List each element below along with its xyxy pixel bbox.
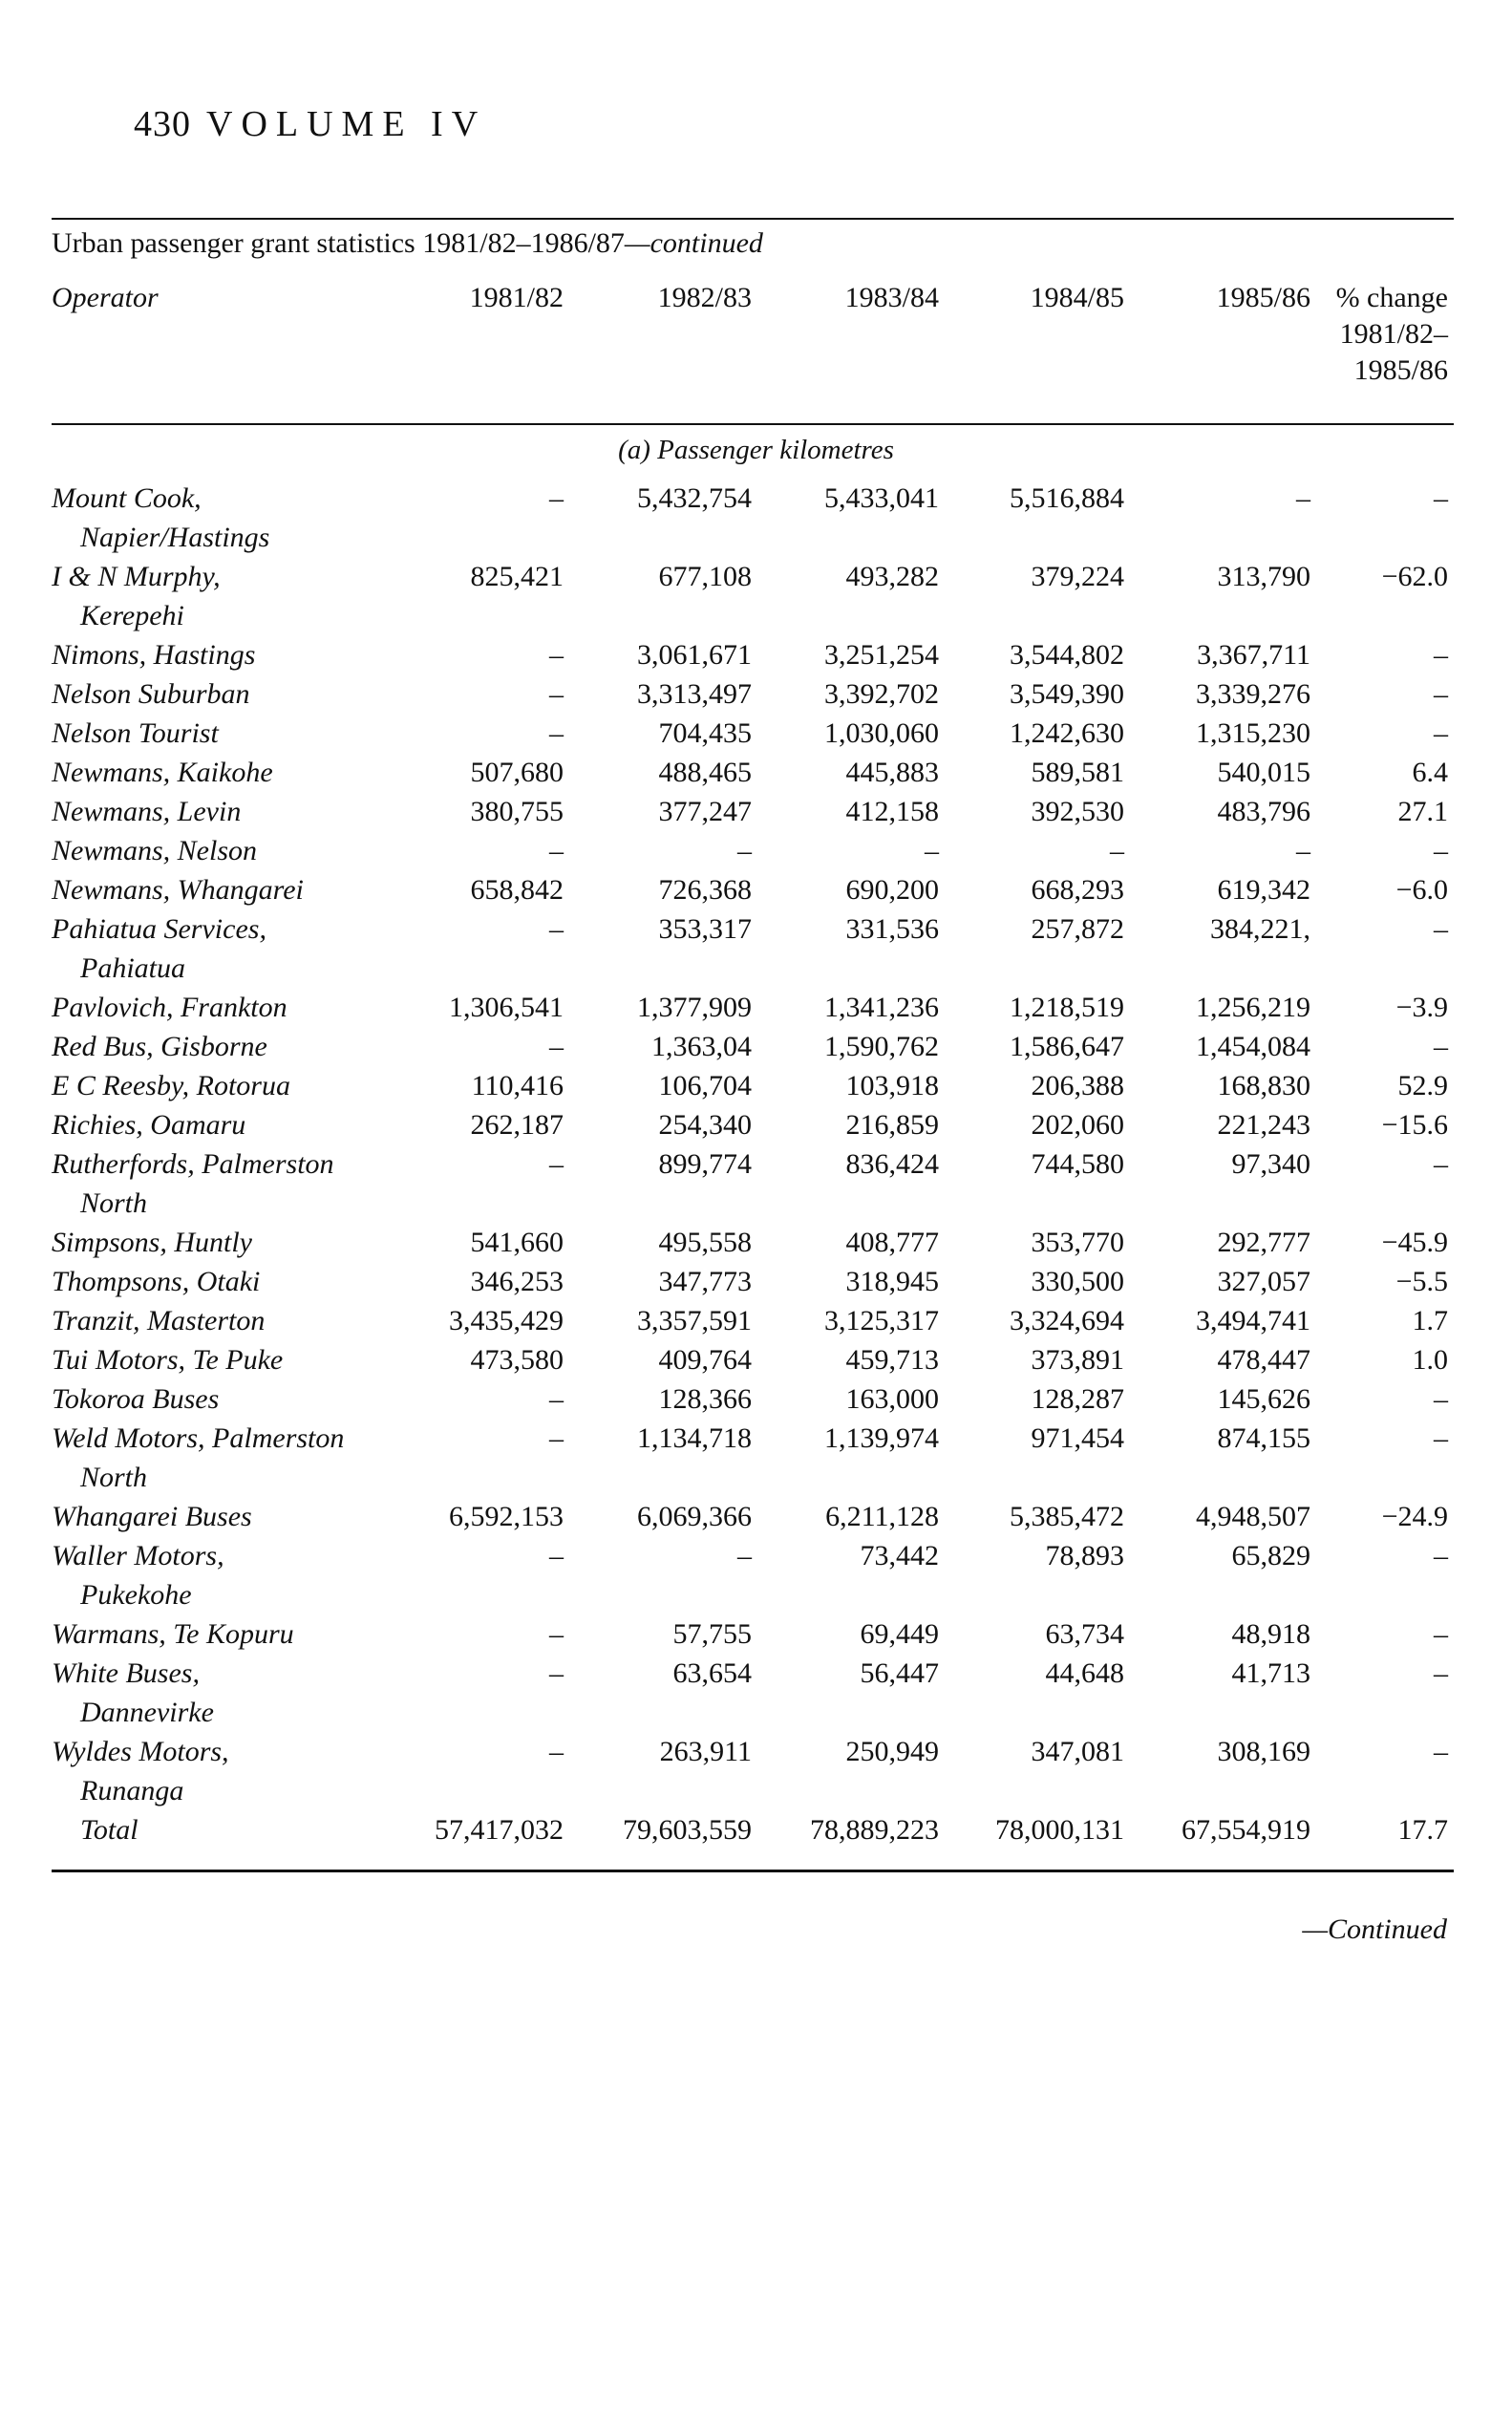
volume-label: VOLUME IV	[206, 104, 487, 144]
value-1981-82: 473,580	[470, 1344, 564, 1376]
value-percent-change: –	[1434, 678, 1448, 710]
table-row	[52, 1536, 1448, 1614]
table-row	[52, 1614, 1448, 1654]
value-1984-85: 128,287	[1031, 1383, 1124, 1415]
value-1981-82: 541,660	[470, 1227, 564, 1258]
total-percent-change: 17.7	[1397, 1814, 1448, 1846]
operator-cell	[52, 635, 373, 674]
value-1981-82: –	[549, 1422, 564, 1454]
operator-name: Tokoroa Buses	[52, 1383, 220, 1415]
value-1982-83: 3,061,671	[637, 639, 752, 671]
value-1984-85: 5,385,472	[1010, 1501, 1124, 1532]
column-header-1983-84: 1983/84	[844, 282, 939, 313]
value-1985-86: 619,342	[1217, 874, 1310, 906]
operator-cell	[52, 792, 373, 831]
operator-location: North	[80, 1462, 148, 1493]
value-1985-86: 384,221,	[1210, 913, 1310, 945]
statistics-table	[52, 479, 1448, 1849]
value-1985-86: 48,918	[1231, 1618, 1310, 1650]
table-row	[52, 1105, 1448, 1144]
value-1984-85: 744,580	[1031, 1148, 1124, 1180]
value-1981-82: –	[549, 835, 564, 866]
value-1983-84: 163,000	[845, 1383, 939, 1415]
operator-name: Richies, Oamaru	[52, 1109, 246, 1141]
table-row	[52, 831, 1448, 870]
table-row	[52, 1654, 1448, 1732]
operator-name: Weld Motors, Palmerston	[52, 1422, 345, 1454]
value-1985-86: –	[1296, 482, 1310, 514]
operator-cell	[52, 988, 373, 1027]
value-percent-change: –	[1434, 639, 1448, 671]
header-rule	[52, 423, 1454, 425]
operator-cell	[52, 1144, 373, 1223]
value-percent-change: –	[1434, 482, 1448, 514]
total-1985-86: 67,554,919	[1182, 1814, 1310, 1846]
table-row	[52, 792, 1448, 831]
value-percent-change: –	[1434, 1383, 1448, 1415]
value-1984-85: –	[1110, 835, 1124, 866]
operator-location: Dannevirke	[80, 1697, 214, 1728]
operator-cell	[52, 831, 373, 870]
operator-name: E C Reesby, Rotorua	[52, 1070, 290, 1101]
operator-name: Warmans, Te Kopuru	[52, 1618, 294, 1650]
value-1982-83: 1,363,04	[651, 1031, 752, 1062]
operator-cell	[52, 1301, 373, 1340]
value-percent-change: −24.9	[1381, 1501, 1448, 1532]
value-1983-84: 3,125,317	[824, 1305, 939, 1336]
value-1985-86: 168,830	[1217, 1070, 1310, 1101]
value-1985-86: 97,340	[1231, 1148, 1310, 1180]
operator-cell	[52, 753, 373, 792]
value-1984-85: 1,218,519	[1010, 992, 1124, 1023]
table-row	[52, 674, 1448, 714]
value-1984-85: 330,500	[1031, 1266, 1124, 1297]
operator-name: Tranzit, Masterton	[52, 1305, 266, 1336]
value-1981-82: –	[549, 1031, 564, 1062]
continued-note: —Continued	[1302, 1913, 1447, 1945]
value-1984-85: 3,544,802	[1010, 639, 1124, 671]
page-number: 430	[134, 104, 191, 144]
value-1983-84: 103,918	[845, 1070, 939, 1101]
table-body	[52, 479, 1448, 1849]
value-1984-85: 3,549,390	[1010, 678, 1124, 710]
operator-name: Nelson Suburban	[52, 678, 250, 710]
value-1985-86: 874,155	[1217, 1422, 1310, 1454]
value-1983-84: 69,449	[860, 1618, 939, 1650]
operator-name: White Buses,	[52, 1657, 200, 1689]
total-1983-84: 78,889,223	[810, 1814, 939, 1846]
value-1984-85: 971,454	[1031, 1422, 1124, 1454]
value-1984-85: 392,530	[1031, 796, 1124, 827]
running-head	[134, 103, 486, 145]
value-1984-85: 589,581	[1031, 757, 1124, 788]
value-1982-83: 57,755	[672, 1618, 752, 1650]
value-1981-82: 262,187	[470, 1109, 564, 1141]
value-1981-82: –	[549, 717, 564, 749]
value-percent-change: 52.9	[1397, 1070, 1448, 1101]
percent-change-line-2: 1981/82–	[1339, 318, 1448, 350]
value-percent-change: −45.9	[1381, 1227, 1448, 1258]
caption-text: Urban passenger grant statistics 1981/82–1986/87	[52, 227, 625, 259]
total-label-cell	[52, 1810, 373, 1849]
value-1983-84: 6,211,128	[825, 1501, 939, 1532]
value-1983-84: 493,282	[845, 561, 939, 592]
value-1981-82: 3,435,429	[449, 1305, 564, 1336]
value-percent-change: −3.9	[1395, 992, 1448, 1023]
operator-cell	[52, 674, 373, 714]
operator-name: Wyldes Motors,	[52, 1736, 229, 1767]
value-1983-84: 331,536	[845, 913, 939, 945]
operator-name: Red Bus, Gisborne	[52, 1031, 267, 1062]
total-1981-82: 57,417,032	[435, 1814, 564, 1846]
value-1984-85: 202,060	[1031, 1109, 1124, 1141]
table-row	[52, 988, 1448, 1027]
value-1985-86: 313,790	[1217, 561, 1310, 592]
value-percent-change: 1.7	[1412, 1305, 1448, 1336]
value-1984-85: 63,734	[1045, 1618, 1124, 1650]
value-1982-83: 263,911	[659, 1736, 752, 1767]
value-1985-86: 327,057	[1217, 1266, 1310, 1297]
value-percent-change: –	[1434, 1422, 1448, 1454]
value-1985-86: 41,713	[1231, 1657, 1310, 1689]
value-percent-change: –	[1434, 835, 1448, 866]
value-1982-83: 353,317	[658, 913, 752, 945]
bottom-rule	[52, 1870, 1454, 1872]
value-1983-84: 250,949	[845, 1736, 939, 1767]
value-1984-85: 379,224	[1031, 561, 1124, 592]
table-row	[52, 1732, 1448, 1810]
value-1985-86: 3,367,711	[1197, 639, 1310, 671]
table-row	[52, 1301, 1448, 1340]
operator-cell	[52, 870, 373, 909]
operator-cell	[52, 1419, 373, 1497]
value-1981-82: 110,416	[471, 1070, 564, 1101]
value-1985-86: 1,454,084	[1196, 1031, 1310, 1062]
value-1981-82: –	[549, 678, 564, 710]
value-1985-86: 292,777	[1217, 1227, 1310, 1258]
value-1982-83: –	[737, 835, 752, 866]
value-percent-change: –	[1434, 1657, 1448, 1689]
section-heading: (a) Passenger kilometres	[618, 435, 894, 465]
value-1985-86: 540,015	[1217, 757, 1310, 788]
operator-cell	[52, 1223, 373, 1262]
value-1984-85: 1,242,630	[1010, 717, 1124, 749]
operator-name: Waller Motors,	[52, 1540, 224, 1571]
table-caption	[52, 227, 763, 260]
value-1985-86: 1,315,230	[1196, 717, 1310, 749]
value-percent-change: –	[1434, 913, 1448, 945]
operator-cell	[52, 479, 373, 557]
value-1985-86: 483,796	[1217, 796, 1310, 827]
value-1982-83: 726,368	[658, 874, 752, 906]
value-percent-change: –	[1434, 1736, 1448, 1767]
table-row	[52, 1419, 1448, 1497]
value-percent-change: 6.4	[1412, 757, 1448, 788]
value-1982-83: 3,313,497	[637, 678, 752, 710]
operator-name: Newmans, Nelson	[52, 835, 258, 866]
value-1983-84: 3,251,254	[824, 639, 939, 671]
value-1984-85: 44,648	[1045, 1657, 1124, 1689]
value-1983-84: 408,777	[845, 1227, 939, 1258]
operator-cell	[52, 1105, 373, 1144]
table-row	[52, 1497, 1448, 1536]
operator-cell	[52, 1066, 373, 1105]
operator-location: North	[80, 1187, 148, 1219]
operator-cell	[52, 1379, 373, 1419]
column-header-1981-82: 1981/82	[469, 282, 564, 313]
operator-location: Kerepehi	[80, 600, 184, 631]
value-1984-85: 78,893	[1045, 1540, 1124, 1571]
value-1981-82: –	[549, 1657, 564, 1689]
top-rule	[52, 218, 1454, 220]
operator-name: Newmans, Whangarei	[52, 874, 304, 906]
value-1983-84: 1,030,060	[824, 717, 939, 749]
value-percent-change: −5.5	[1395, 1266, 1448, 1297]
operator-name: Pavlovich, Frankton	[52, 992, 287, 1023]
value-1983-84: 216,859	[845, 1109, 939, 1141]
value-1982-83: 1,134,718	[637, 1422, 752, 1454]
operator-cell	[52, 1497, 373, 1536]
table-row	[52, 909, 1448, 988]
value-1981-82: –	[549, 1540, 564, 1571]
operator-cell	[52, 909, 373, 988]
value-1982-83: 128,366	[658, 1383, 752, 1415]
table-row	[52, 1223, 1448, 1262]
value-1982-83: 106,704	[658, 1070, 752, 1101]
operator-name: Newmans, Kaikohe	[52, 757, 273, 788]
table-row	[52, 1340, 1448, 1379]
operator-location: Runanga	[80, 1775, 184, 1806]
value-1981-82: –	[549, 1383, 564, 1415]
value-1983-84: 318,945	[845, 1266, 939, 1297]
value-1983-84: –	[925, 835, 939, 866]
value-1984-85: 1,586,647	[1010, 1031, 1124, 1062]
value-1981-82: –	[549, 1618, 564, 1650]
column-header-1982-83: 1982/83	[657, 282, 752, 313]
value-1981-82: 658,842	[470, 874, 564, 906]
operator-name: Simpsons, Huntly	[52, 1227, 252, 1258]
value-percent-change: –	[1434, 1031, 1448, 1062]
value-1982-83: 254,340	[658, 1109, 752, 1141]
operator-cell	[52, 1732, 373, 1810]
table-row	[52, 1144, 1448, 1223]
value-1984-85: 353,770	[1031, 1227, 1124, 1258]
operator-location: Pukekohe	[80, 1579, 192, 1611]
value-1983-84: 56,447	[860, 1657, 939, 1689]
value-1982-83: 495,558	[658, 1227, 752, 1258]
value-1983-84: 1,590,762	[824, 1031, 939, 1062]
column-header-1985-86: 1985/86	[1216, 282, 1310, 313]
value-1985-86: 1,256,219	[1196, 992, 1310, 1023]
value-1982-83: 347,773	[658, 1266, 752, 1297]
value-1984-85: 668,293	[1031, 874, 1124, 906]
column-header-operator: Operator	[52, 282, 159, 313]
value-1983-84: 1,139,974	[824, 1422, 939, 1454]
value-1983-84: 1,341,236	[824, 992, 939, 1023]
value-1981-82: 380,755	[470, 796, 564, 827]
operator-cell	[52, 557, 373, 635]
value-1982-83: 5,432,754	[637, 482, 752, 514]
value-1981-82: –	[549, 482, 564, 514]
table-row	[52, 753, 1448, 792]
column-header-percent-change	[1310, 280, 1448, 389]
table-row	[52, 870, 1448, 909]
value-1981-82: 825,421	[470, 561, 564, 592]
value-1985-86: 308,169	[1217, 1736, 1310, 1767]
total-row	[52, 1810, 1448, 1849]
operator-cell	[52, 1262, 373, 1301]
table-row	[52, 557, 1448, 635]
value-1985-86: 65,829	[1231, 1540, 1310, 1571]
table-row	[52, 1027, 1448, 1066]
value-1985-86: 145,626	[1217, 1383, 1310, 1415]
percent-change-line-1: % change	[1335, 282, 1448, 313]
value-1982-83: 488,465	[658, 757, 752, 788]
total-1984-85: 78,000,131	[995, 1814, 1124, 1846]
operator-cell	[52, 1027, 373, 1066]
value-1983-84: 459,713	[845, 1344, 939, 1376]
value-1982-83: 6,069,366	[637, 1501, 752, 1532]
value-1985-86: 4,948,507	[1196, 1501, 1310, 1532]
operator-name: Pahiatua Services,	[52, 913, 266, 945]
value-1985-86: 221,243	[1217, 1109, 1310, 1141]
operator-cell	[52, 1536, 373, 1614]
value-percent-change: 27.1	[1397, 796, 1448, 827]
value-1981-82: 346,253	[470, 1266, 564, 1297]
table-row	[52, 635, 1448, 674]
operator-name: Nelson Tourist	[52, 717, 219, 749]
value-1985-86: 478,447	[1217, 1344, 1310, 1376]
value-percent-change: –	[1434, 1618, 1448, 1650]
value-1984-85: 257,872	[1031, 913, 1124, 945]
operator-location: Pahiatua	[80, 952, 185, 984]
operator-name: Newmans, Levin	[52, 796, 242, 827]
operator-cell	[52, 1340, 373, 1379]
operator-location: Napier/Hastings	[80, 522, 270, 553]
value-1982-83: 1,377,909	[637, 992, 752, 1023]
value-1982-83: 3,357,591	[637, 1305, 752, 1336]
value-1982-83: 63,654	[672, 1657, 752, 1689]
operator-name: Thompsons, Otaki	[52, 1266, 261, 1297]
value-1981-82: 1,306,541	[449, 992, 564, 1023]
value-1982-83: 899,774	[658, 1148, 752, 1180]
total-label: Total	[80, 1814, 138, 1846]
value-1982-83: 409,764	[658, 1344, 752, 1376]
value-percent-change: −6.0	[1395, 874, 1448, 906]
value-1984-85: 347,081	[1031, 1736, 1124, 1767]
value-1985-86: 3,339,276	[1196, 678, 1310, 710]
table-row	[52, 1262, 1448, 1301]
operator-name: Tui Motors, Te Puke	[52, 1344, 284, 1376]
value-1983-84: 73,442	[860, 1540, 939, 1571]
column-header-1984-85: 1984/85	[1030, 282, 1124, 313]
operator-name: Rutherfords, Palmerston	[52, 1148, 334, 1180]
value-1983-84: 836,424	[845, 1148, 939, 1180]
value-1982-83: 377,247	[658, 796, 752, 827]
value-1982-83: 677,108	[658, 561, 752, 592]
value-1981-82: –	[549, 1736, 564, 1767]
value-1981-82: –	[549, 913, 564, 945]
value-1984-85: 3,324,694	[1010, 1305, 1124, 1336]
value-percent-change: −15.6	[1381, 1109, 1448, 1141]
operator-name: Mount Cook,	[52, 482, 202, 514]
value-1985-86: –	[1296, 835, 1310, 866]
value-1983-84: 445,883	[845, 757, 939, 788]
value-1981-82: –	[549, 1148, 564, 1180]
value-percent-change: –	[1434, 717, 1448, 749]
value-1984-85: 5,516,884	[1010, 482, 1124, 514]
operator-name: Whangarei Buses	[52, 1501, 252, 1532]
operator-name: I & N Murphy,	[52, 561, 221, 592]
value-percent-change: 1.0	[1412, 1344, 1448, 1376]
value-1984-85: 206,388	[1031, 1070, 1124, 1101]
value-1983-84: 690,200	[845, 874, 939, 906]
table-row	[52, 479, 1448, 557]
value-percent-change: –	[1434, 1148, 1448, 1180]
value-percent-change: −62.0	[1381, 561, 1448, 592]
table-row	[52, 1379, 1448, 1419]
value-1983-84: 3,392,702	[824, 678, 939, 710]
value-percent-change: –	[1434, 1540, 1448, 1571]
table-row	[52, 714, 1448, 753]
value-1981-82: 507,680	[470, 757, 564, 788]
value-1981-82: 6,592,153	[449, 1501, 564, 1532]
caption-suffix: —continued	[624, 227, 763, 259]
value-1982-83: –	[737, 1540, 752, 1571]
operator-name: Nimons, Hastings	[52, 639, 256, 671]
value-1984-85: 373,891	[1031, 1344, 1124, 1376]
operator-cell	[52, 1614, 373, 1654]
percent-change-line-3: 1985/86	[1353, 354, 1448, 386]
table-row	[52, 1066, 1448, 1105]
operator-cell	[52, 1654, 373, 1732]
total-1982-83: 79,603,559	[623, 1814, 752, 1846]
value-1981-82: –	[549, 639, 564, 671]
value-1983-84: 5,433,041	[824, 482, 939, 514]
value-1982-83: 704,435	[658, 717, 752, 749]
value-1983-84: 412,158	[845, 796, 939, 827]
operator-cell	[52, 714, 373, 753]
value-1985-86: 3,494,741	[1196, 1305, 1310, 1336]
